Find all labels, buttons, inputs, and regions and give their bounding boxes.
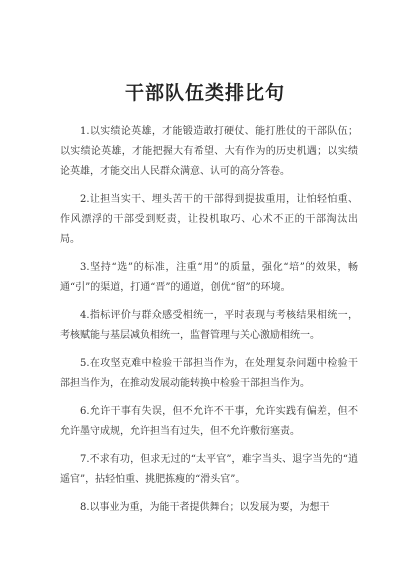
paragraph-7: 7.不求有功，但求无过的“太平官”，难字当头、退字当先的“逍遥官”，拈轻怕重、挑肥拣瘦的“滑头官”。 — [60, 454, 358, 485]
paragraph-2: 2.让担当实干、埋头苦干的干部得到提拔重用，让怕轻怕重、作风漂浮的干部受到贬责，让投机取巧、心术不正的干部淘汰出局。 — [60, 194, 358, 245]
paragraph-3: 3.坚持“选”的标准，注重“用”的质量，强化“培”的效果，畅通“引”的渠道，打通“晋”的通道，创优“留”的环境。 — [60, 262, 358, 293]
paragraph-8: 8.以事业为重，为能干者提供舞台；以发展为要，为想干 — [80, 502, 330, 513]
paragraph-6: 6.允许干事有失误，但不允许不干事，允许实践有偏差，但不允许墨守成规，允许担当有过失，但不允许敷衍塞责。 — [60, 406, 358, 437]
paragraph-5: 5.在攻坚克难中检验干部担当作为，在处理复杂问题中检验干部担当作为，在推动发展动能转换中检验干部担当作为。 — [60, 358, 358, 389]
paragraph-1: 1.以实绩论英雄，才能锻造敢打硬仗、能打胜仗的干部队伍；以实绩论英雄，才能把握大有希望、大有作为的历史机遇；以实绩论英雄，才能交出人民群众满意、认可的高分答卷。 — [60, 126, 358, 177]
paragraph-4: 4.指标评价与群众感受相统一，平时表现与考核结果相统一，考核赋能与基层减负相统一，监督管理与关心激励相统一。 — [60, 310, 358, 341]
document-title: 干部队伍类排比句 — [124, 82, 285, 104]
document-body — [60, 122, 358, 526]
